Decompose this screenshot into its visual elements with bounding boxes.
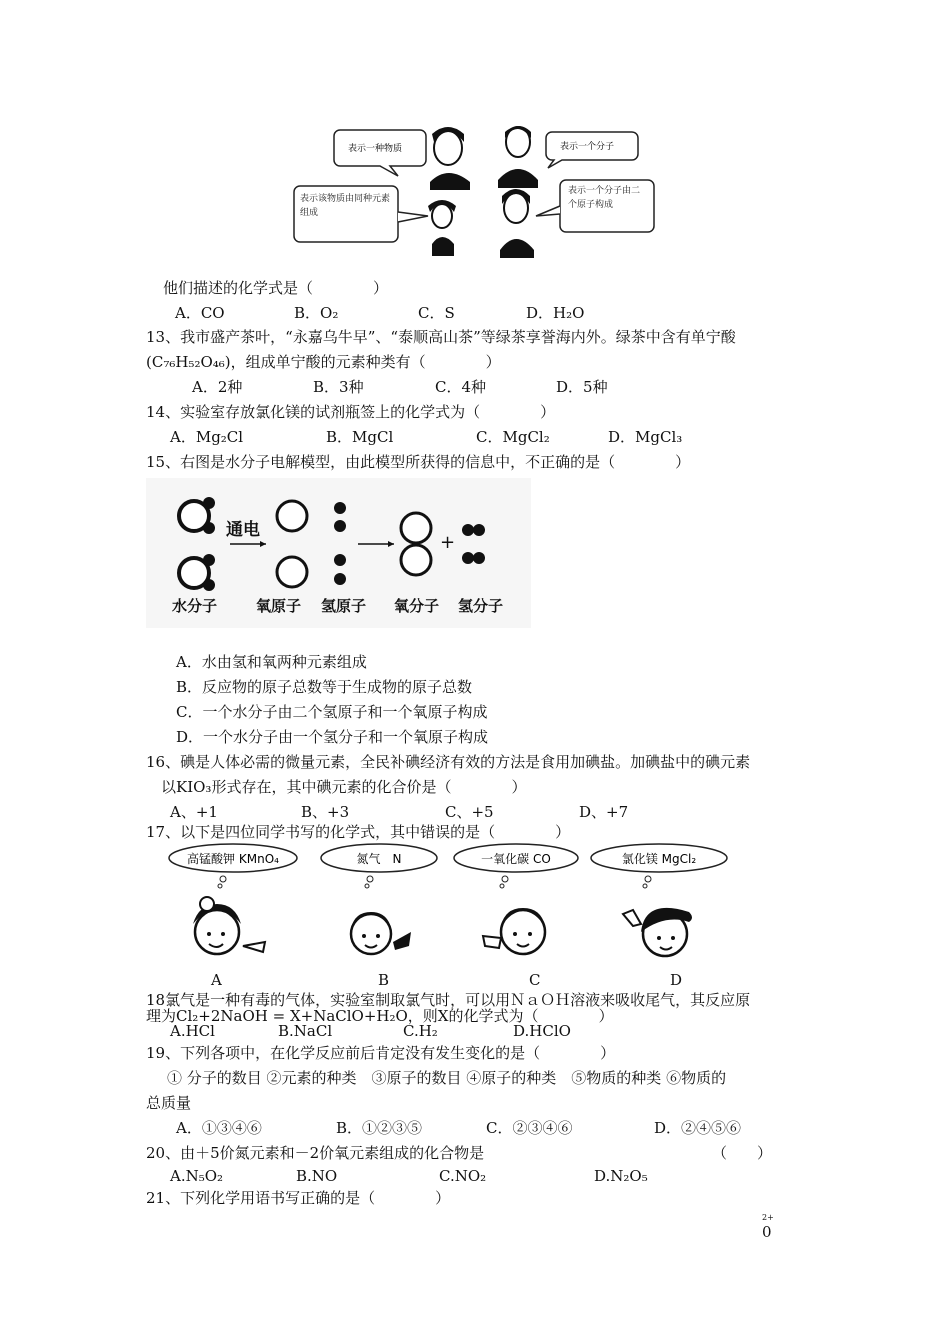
- label-hydrogen-molecule: 氢分子: [458, 597, 504, 615]
- student-4-icon: [500, 189, 534, 258]
- label-water-molecule: 水分子: [172, 597, 218, 615]
- student-2-icon: [498, 126, 538, 188]
- q18-line-2: 理为Cl₂+2NaOH = X+NaClO+H₂O，则X的化学式为（ ）: [146, 1007, 614, 1025]
- bubble-text-1: 表示一种物质: [348, 144, 403, 154]
- student-1-icon: [430, 127, 470, 190]
- q15-option-a: A．水由氢和氧两种元素组成: [176, 653, 367, 671]
- q12-option-c: C．S: [418, 304, 455, 322]
- thought-cloud-c: [454, 844, 578, 888]
- q18-option-b: B.NaCl: [278, 1022, 333, 1040]
- q13-option-c: C．4种: [435, 378, 487, 396]
- student-c-icon: [483, 908, 545, 954]
- q13-option-a: A．2种: [192, 378, 243, 396]
- svg-text:氯化镁 MgCl₂: 氯化镁 MgCl₂: [621, 852, 697, 866]
- q20-answer-paren: （ ）: [712, 1144, 773, 1162]
- q14-stem: 14、实验室存放氯化镁的试剂瓶签上的化学式为（ ）: [146, 403, 556, 421]
- water-molecule-icon: [179, 497, 215, 534]
- q13-option-d: D．5种: [556, 378, 608, 396]
- q17-letter-b: B: [378, 971, 390, 989]
- q19-line-3: 总质量: [146, 1094, 192, 1112]
- q20-option-a: A.N₅O₂: [170, 1167, 224, 1185]
- thought-cloud-b: [321, 844, 437, 888]
- q15-option-c: C．一个水分子由二个氢原子和一个氧原子构成: [176, 703, 488, 721]
- q15-stem: 15、右图是水分子电解模型，由此模型所获得的信息中，不正确的是（ ）: [146, 453, 691, 471]
- q20-option-d: D.N₂O₅: [594, 1167, 648, 1185]
- electrolysis-label: 通电: [226, 520, 260, 540]
- q19-option-c: C．②③④⑥: [486, 1119, 573, 1137]
- q12-option-b: B．O₂: [294, 304, 339, 322]
- q12-option-a: A．CO: [175, 304, 225, 322]
- student-b-icon: [351, 912, 411, 954]
- q17-stem: 17、以下是四位同学书写的化学式，其中错误的是（ ）: [146, 823, 571, 841]
- q17-letter-c: C: [529, 971, 541, 989]
- q17-letter-a: A: [211, 971, 222, 989]
- q16-line-2: 以KIO₃形式存在，其中碘元素的化合价是（ ）: [161, 778, 527, 796]
- plus-sign: +: [440, 532, 456, 553]
- q13-line-2: (C₇₆H₅₂O₄₆)，组成单宁酸的元素种类有（ ）: [146, 353, 501, 371]
- svg-text:氮气 N: 氮气 N: [356, 852, 402, 866]
- q19-stem: 19、下列各项中，在化学反应前后肯定没有发生变化的是（ ）: [146, 1044, 616, 1062]
- bubble-text-4: 表示一个分子由二个原子构成: [568, 186, 641, 210]
- q18-option-a: A.HCl: [170, 1022, 215, 1040]
- q13-line-1: 13、我市盛产茶叶，“永嘉乌牛早”、“泰顺高山茶”等绿茶享誉海内外。绿茶中含有单宁酸: [146, 328, 736, 346]
- q18-option-d: D.HClO: [513, 1022, 571, 1040]
- q16-option-d: D、+7: [579, 803, 629, 821]
- footer-mark: 0: [762, 1223, 772, 1241]
- q18-option-c: C.H₂: [403, 1022, 438, 1040]
- q21-stem: 21、下列化学用语书写正确的是（ ）: [146, 1189, 451, 1207]
- q19-option-b: B．①②③⑤: [336, 1119, 423, 1137]
- student-3-icon: [428, 200, 456, 256]
- q16-option-b: B、+3: [301, 803, 350, 821]
- q14-option-a: A．Mg₂Cl: [170, 428, 244, 446]
- q17-letter-d: D: [670, 971, 683, 989]
- q12-stem: 他们描述的化学式是（ ）: [163, 279, 389, 297]
- label-oxygen-molecule: 氧分子: [394, 597, 440, 615]
- footer-superscript: 2+: [762, 1213, 774, 1222]
- student-a-icon: [193, 897, 265, 954]
- q19-option-a: A．①③④⑥: [176, 1119, 262, 1137]
- q12-option-d: D．H₂O: [526, 304, 585, 322]
- q20-stem: 20、由＋5价氮元素和－2价氧元素组成的化合物是: [146, 1144, 485, 1162]
- q16-option-a: A、+1: [170, 803, 218, 821]
- student-d-icon: [623, 908, 692, 956]
- students-formulas-figure: [165, 842, 745, 988]
- q14-option-b: B．MgCl: [326, 428, 394, 446]
- students-dialogue-figure: [290, 120, 670, 260]
- label-oxygen-atom: 氧原子: [256, 597, 302, 615]
- oxygen-atom-icon: [277, 501, 307, 531]
- q19-option-d: D．②④⑤⑥: [654, 1119, 742, 1137]
- water-molecule-icon: [179, 554, 215, 591]
- bubble-text-2: 表示一个分子: [560, 142, 615, 152]
- q16-line-1: 16、碘是人体必需的微量元素，全民补碘经济有效的方法是食用加碘盐。加碘盐中的碘元素: [146, 753, 751, 771]
- thought-cloud-d: [591, 844, 727, 888]
- svg-text:高锰酸钾 KMnO₄: 高锰酸钾 KMnO₄: [187, 852, 279, 866]
- label-hydrogen-atom: 氢原子: [321, 597, 367, 615]
- q14-option-d: D．MgCl₃: [608, 428, 683, 446]
- q14-option-c: C．MgCl₂: [476, 428, 550, 446]
- q20-option-c: C.NO₂: [439, 1167, 487, 1185]
- q20-option-b: B.NO: [296, 1167, 338, 1185]
- oxygen-atom-icon: [277, 557, 307, 587]
- bubble-text-3: 表示该物质由同种元素组成: [300, 194, 391, 218]
- q15-option-b: B．反应物的原子总数等于生成物的原子总数: [176, 678, 473, 696]
- thought-cloud-a: [169, 844, 297, 888]
- svg-text:一氧化碳 CO: 一氧化碳 CO: [481, 852, 551, 866]
- q18-line-1: 18氯气是一种有毒的气体，实验室制取氯气时，可以用ＮａＯＨ溶液来吸收尾气，其反应原: [146, 991, 751, 1009]
- q19-line-2: ① 分子的数目 ②元素的种类 ③原子的数目 ④原子的种类 ⑤物质的种类 ⑥物质的: [167, 1069, 727, 1087]
- q13-option-b: B．3种: [313, 378, 364, 396]
- q16-option-c: C、+5: [445, 803, 494, 821]
- water-electrolysis-model-figure: [146, 478, 531, 628]
- q15-option-d: D．一个水分子由一个氢分子和一个氧原子构成: [176, 728, 489, 746]
